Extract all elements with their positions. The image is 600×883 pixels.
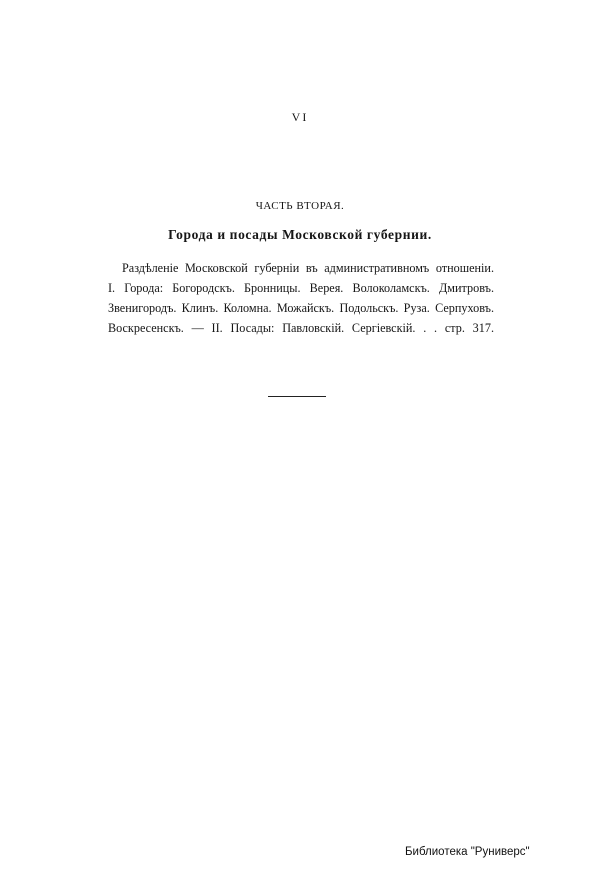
part-heading: ЧАСТЬ ВТОРАЯ. bbox=[255, 200, 345, 212]
toc-line: Звенигородъ. Клинъ. Коломна. Можайскъ. Подольскъ. Руза. Серпуховъ. bbox=[108, 301, 494, 315]
toc-line: I. Города: Богородскъ. Бронницы. Верея. Волоколамскъ. Дмитровъ. bbox=[108, 281, 494, 295]
toc-entry bbox=[108, 258, 494, 338]
divider-rule bbox=[268, 396, 326, 397]
library-watermark: Библиотека "Руниверс" bbox=[405, 846, 530, 858]
toc-line: Воскресенскъ. — II. Посады: Павловскій. Сергіевскій. . . стр. 317. bbox=[108, 321, 494, 335]
section-heading: Города и посады Московской губернии. bbox=[168, 227, 432, 242]
toc-line: Раздѣленіе Московской губерніи въ административномъ отношеніи. bbox=[122, 261, 494, 275]
page-number: VI bbox=[291, 110, 309, 124]
